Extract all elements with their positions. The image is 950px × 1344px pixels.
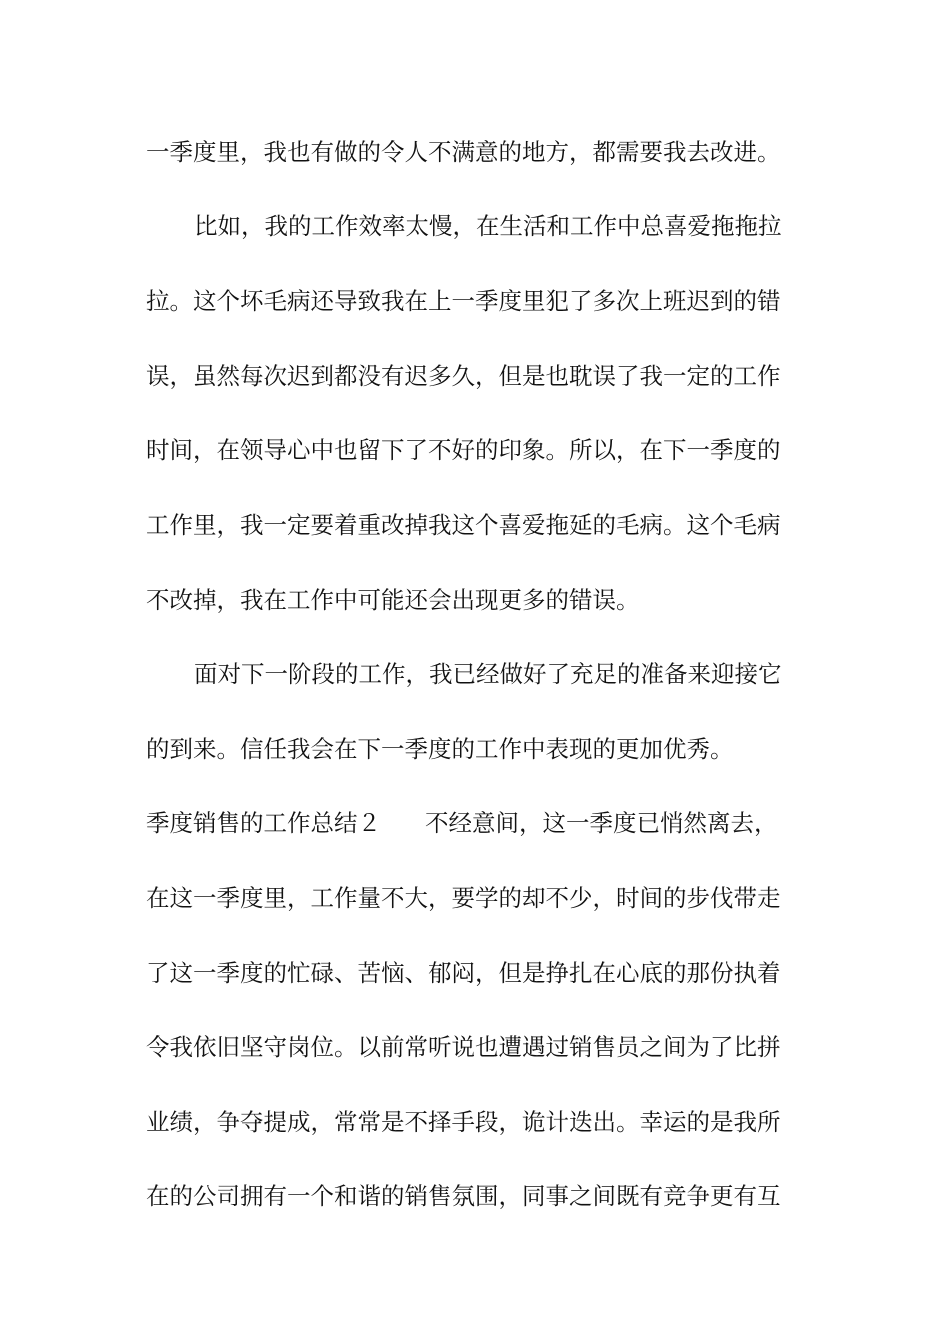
text-line: 拉。这个坏毛病还导致我在上一季度里犯了多次上班迟到的错 <box>146 287 781 315</box>
text-line: 在的公司拥有一个和谐的销售氛围，同事之间既有竞争更有互 <box>146 1182 781 1210</box>
text-line: 了这一季度的忙碌、苦恼、郁闷，但是挣扎在心底的那份执着 <box>146 959 781 987</box>
text-line: 工作里，我一定要着重改掉我这个喜爱拖延的毛病。这个毛病 <box>146 511 781 539</box>
section-first-line: 不经意间，这一季度已悄然离去， <box>425 809 778 837</box>
paragraph-start-line: 比如，我的工作效率太慢，在生活和工作中总喜爱拖拖拉 <box>194 212 782 240</box>
text-line: 时间，在领导心中也留下了不好的印象。所以，在下一季度的 <box>146 436 781 464</box>
text-line: 误，虽然每次迟到都没有迟多久，但是也耽误了我一定的工作 <box>146 362 781 390</box>
text-line: 一季度里，我也有做的令人不满意的地方，都需要我去改进。 <box>146 138 781 166</box>
text-line: 的到来。信任我会在下一季度的工作中表现的更加优秀。 <box>146 735 734 763</box>
section-heading-line <box>146 803 806 843</box>
text-line: 不改掉，我在工作中可能还会出现更多的错误。 <box>146 586 640 614</box>
text-line: 令我依旧坚守岗位。以前常听说也遭遇过销售员之间为了比拼 <box>146 1033 781 1061</box>
section-heading: 季度销售的工作总结２ <box>146 809 381 837</box>
text-line: 在这一季度里，工作量不大，要学的却不少，时间的步伐带走 <box>146 884 781 912</box>
text-line: 业绩，争夺提成，常常是不择手段，诡计迭出。幸运的是我所 <box>146 1108 781 1136</box>
paragraph-start-line: 面对下一阶段的工作，我已经做好了充足的准备来迎接它 <box>194 660 782 688</box>
